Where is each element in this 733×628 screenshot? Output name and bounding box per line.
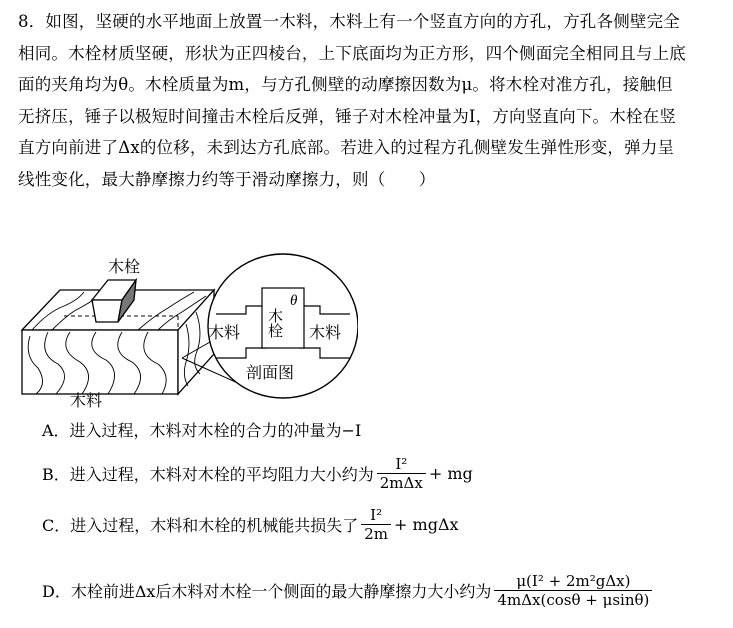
option-b-suffix: + mg [428, 464, 473, 483]
option-d [42, 572, 655, 609]
option-d-denominator: 4mΔx(cosθ + μsinθ) [494, 590, 652, 609]
option-c-denominator: 2m [361, 524, 391, 543]
section-right-label: 木料 [309, 325, 342, 342]
option-d-fraction [494, 572, 652, 609]
stem-line: 8．如图，坚硬的水平地面上放置一木料，木料上有一个竖直方向的方孔，方孔各侧壁完全 [18, 12, 680, 31]
option-b-numerator: I² [395, 455, 408, 473]
option-d-numerator: μ(I² + 2m²gΔx) [516, 572, 631, 590]
option-d-prefix: D．木栓前进Δx后木料对木栓一个侧面的最大静摩擦力大小约为 [42, 582, 492, 601]
section-caption: 剖面图 [246, 365, 295, 382]
section-peg-label: 木栓 [266, 308, 282, 338]
section-view [208, 254, 358, 398]
option-c-fraction [361, 506, 391, 543]
option-b-prefix: B．进入过程，木料对木栓的平均阻力大小约为 [42, 465, 374, 484]
figure [18, 250, 358, 410]
stem-line: 线性变化，最大静摩擦力约等于滑动摩擦力，则（ ） [18, 169, 436, 189]
option-b-denominator: 2mΔx [377, 473, 426, 492]
stem-line: 相同。木栓材质坚硬，形状为正四棱台，上下底面均为正方形，四个侧面完全相同且与上底 [18, 43, 686, 63]
option-a-text: A．进入过程，木料对木栓的合力的冲量为−I [42, 421, 362, 440]
option-c [42, 506, 459, 543]
option-b [42, 455, 473, 492]
wood-label: 木料 [70, 393, 103, 410]
option-a [42, 418, 361, 441]
section-left-label: 木料 [208, 325, 241, 342]
stem-line: 面的夹角均为θ。木栓质量为m，与方孔侧壁的动摩擦因数为μ。将木栓对准方孔，接触但 [18, 75, 673, 94]
option-c-numerator: I² [370, 506, 383, 524]
option-c-suffix: + mgΔx [394, 515, 459, 534]
stem-line: 无挤压，锤子以极短时间撞击木栓后反弹，锤子对木栓冲量为I，方向竖直向下。木栓在竖 [18, 106, 677, 126]
question-stem [18, 6, 718, 195]
option-c-prefix: C．进入过程，木料和木栓的机械能共损失了 [42, 516, 359, 535]
option-b-fraction [377, 455, 426, 492]
stem-line: 直方向前进了Δx的位移，未到达方孔底部。若进入的过程方孔侧壁发生弹性形变，弹力呈 [18, 138, 675, 157]
section-theta: θ [290, 293, 298, 309]
peg-label: 木栓 [108, 259, 141, 276]
